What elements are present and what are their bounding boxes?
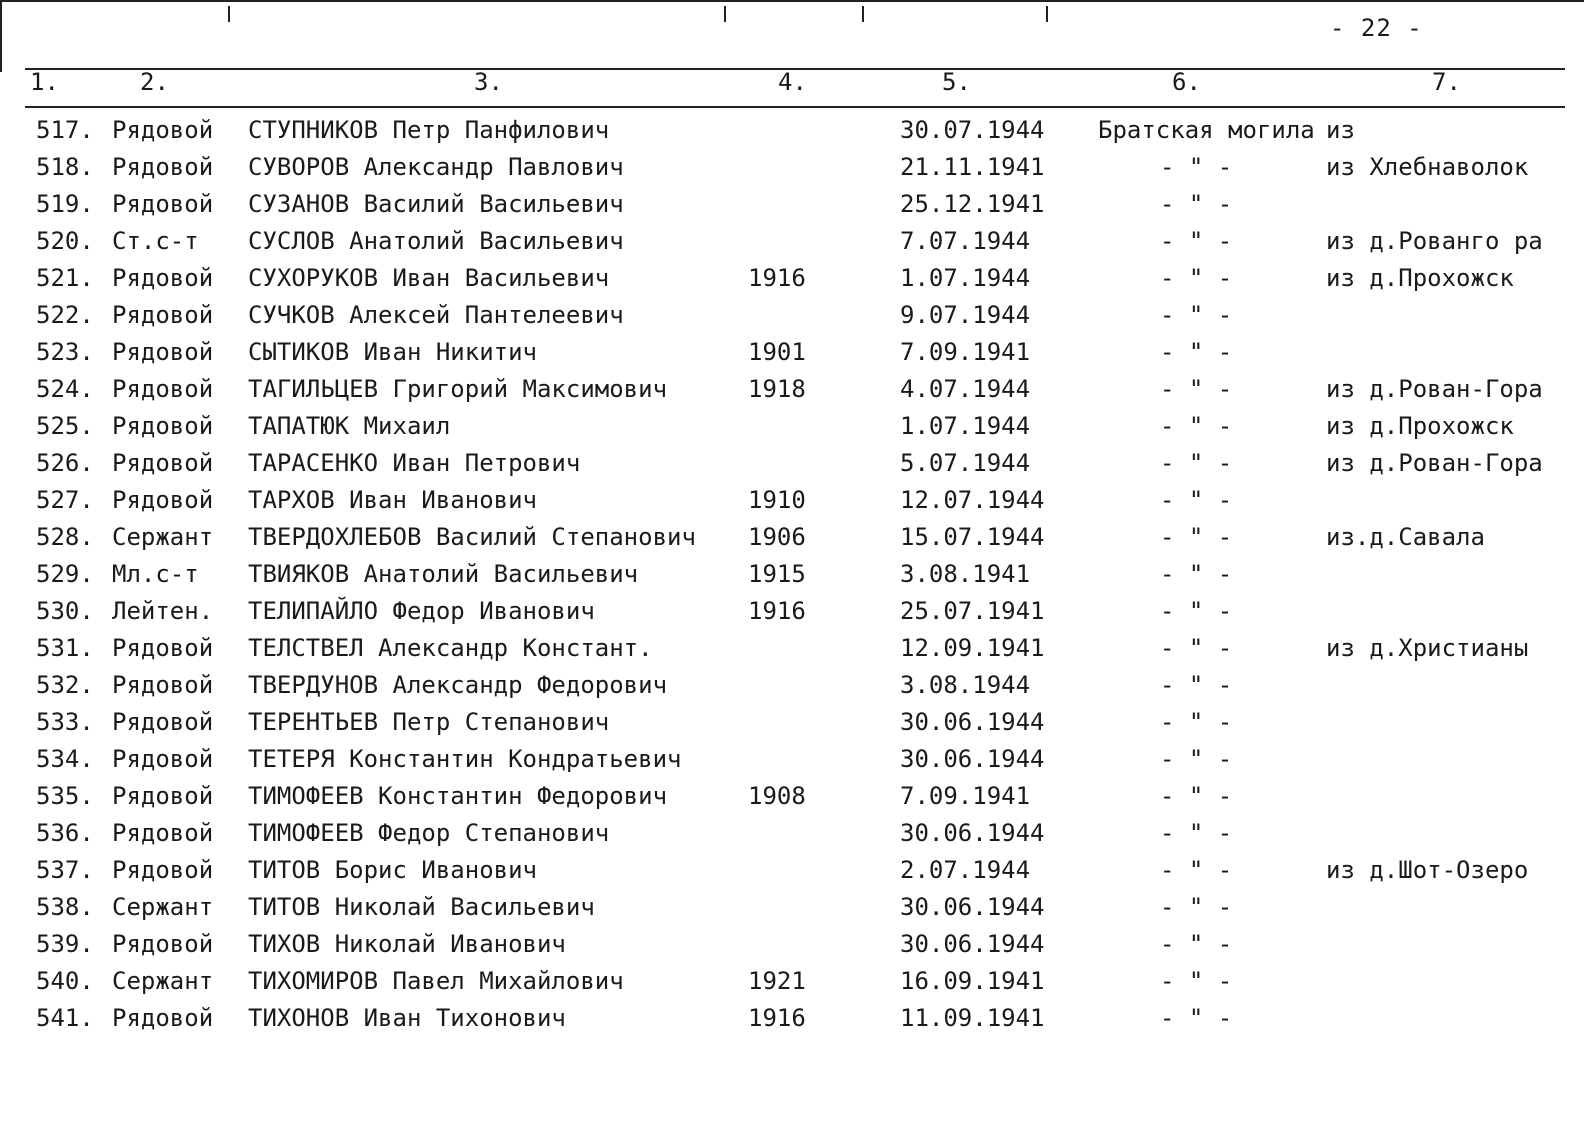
record-death-date: 3.08.1941 — [900, 560, 1031, 588]
table-row — [0, 926, 1584, 963]
record-name: ТВИЯКОВ Анатолий Васильевич — [248, 560, 639, 588]
record-name: ТАГИЛЬЦЕВ Григорий Максимович — [248, 375, 668, 403]
column-header-7: 7. — [1432, 68, 1461, 96]
record-death-date: 5.07.1944 — [900, 449, 1031, 477]
record-name: ТЕЛИПАЙЛО Федор Иванович — [248, 597, 595, 625]
record-number: 529. — [36, 560, 94, 588]
record-name: ТИХОНОВ Иван Тихонович — [248, 1004, 566, 1032]
record-number: 539. — [36, 930, 94, 958]
record-burial-place: - " - — [1160, 523, 1233, 551]
record-burial-place: - " - — [1160, 1004, 1233, 1032]
record-death-date: 30.06.1944 — [900, 893, 1045, 921]
table-row — [0, 704, 1584, 741]
record-rank: Рядовой — [112, 375, 214, 403]
column-header-5: 5. — [942, 68, 971, 96]
record-origin: из д.Рован-Гора — [1326, 449, 1543, 477]
record-rank: Рядовой — [112, 190, 214, 218]
left-border-line — [0, 0, 2, 72]
record-number: 538. — [36, 893, 94, 921]
record-name: ТИМОФЕЕВ Федор Степанович — [248, 819, 610, 847]
record-number: 522. — [36, 301, 94, 329]
record-burial-place: - " - — [1160, 190, 1233, 218]
table-row — [0, 445, 1584, 482]
record-number: 526. — [36, 449, 94, 477]
column-tick — [1046, 6, 1048, 22]
record-rank: Ст.с-т — [112, 227, 199, 255]
record-origin: из д.Рован-Гора — [1326, 375, 1543, 403]
record-name: ТАРХОВ Иван Иванович — [248, 486, 537, 514]
record-rank: Рядовой — [112, 338, 214, 366]
column-header-4: 4. — [778, 68, 807, 96]
record-rank: Рядовой — [112, 486, 214, 514]
column-header-6: 6. — [1172, 68, 1201, 96]
table-row — [0, 889, 1584, 926]
record-death-date: 25.12.1941 — [900, 190, 1045, 218]
record-number: 525. — [36, 412, 94, 440]
record-birth-year: 1921 — [748, 967, 806, 995]
record-number: 518. — [36, 153, 94, 181]
record-name: СУВОРОВ Александр Павлович — [248, 153, 624, 181]
record-burial-place: - " - — [1160, 856, 1233, 884]
record-rank: Рядовой — [112, 671, 214, 699]
column-tick — [724, 6, 726, 22]
record-number: 530. — [36, 597, 94, 625]
record-birth-year: 1915 — [748, 560, 806, 588]
record-rank: Лейтен. — [112, 597, 214, 625]
record-number: 537. — [36, 856, 94, 884]
table-row — [0, 556, 1584, 593]
record-origin: из.д.Савала — [1326, 523, 1485, 551]
record-rank: Сержант — [112, 893, 214, 921]
record-rank: Рядовой — [112, 1004, 214, 1032]
record-name: ТЕЛСТВЕЛ Александр Констант. — [248, 634, 653, 662]
record-death-date: 7.09.1941 — [900, 338, 1031, 366]
record-rank: Рядовой — [112, 782, 214, 810]
record-name: СЫТИКОВ Иван Никитич — [248, 338, 537, 366]
record-death-date: 9.07.1944 — [900, 301, 1031, 329]
record-death-date: 30.06.1944 — [900, 930, 1045, 958]
table-row — [0, 667, 1584, 704]
record-rank: Сержант — [112, 967, 214, 995]
table-row — [0, 149, 1584, 186]
record-burial-place: - " - — [1160, 634, 1233, 662]
record-burial-place: - " - — [1160, 412, 1233, 440]
record-name: ТАПАТЮК Михаил — [248, 412, 451, 440]
record-number: 540. — [36, 967, 94, 995]
record-burial-place: - " - — [1160, 338, 1233, 366]
record-death-date: 1.07.1944 — [900, 412, 1031, 440]
record-name: СУЧКОВ Алексей Пантелеевич — [248, 301, 624, 329]
record-burial-place: - " - — [1160, 745, 1233, 773]
record-number: 534. — [36, 745, 94, 773]
record-name: СУЗАНОВ Василий Васильевич — [248, 190, 624, 218]
record-number: 535. — [36, 782, 94, 810]
record-birth-year: 1908 — [748, 782, 806, 810]
record-burial-place: - " - — [1160, 560, 1233, 588]
record-birth-year: 1916 — [748, 264, 806, 292]
header-rule-bottom — [25, 106, 1565, 108]
record-name: СТУПНИКОВ Петр Панфилович — [248, 116, 610, 144]
column-header-3: 3. — [474, 68, 503, 96]
record-birth-year: 1910 — [748, 486, 806, 514]
record-number: 527. — [36, 486, 94, 514]
record-number: 531. — [36, 634, 94, 662]
record-burial-place: - " - — [1160, 671, 1233, 699]
record-burial-place: - " - — [1160, 301, 1233, 329]
record-number: 533. — [36, 708, 94, 736]
record-death-date: 12.09.1941 — [900, 634, 1045, 662]
record-number: 541. — [36, 1004, 94, 1032]
table-row — [0, 297, 1584, 334]
record-burial-place: - " - — [1160, 967, 1233, 995]
table-row — [0, 593, 1584, 630]
table-row — [0, 1000, 1584, 1037]
record-rank: Сержант — [112, 523, 214, 551]
record-name: ТАРАСЕНКО Иван Петрович — [248, 449, 581, 477]
record-burial-place: - " - — [1160, 227, 1233, 255]
record-burial-place: Братская могила — [1098, 116, 1315, 144]
record-number: 524. — [36, 375, 94, 403]
record-burial-place: - " - — [1160, 449, 1233, 477]
record-rank: Мл.с-т — [112, 560, 199, 588]
table-row — [0, 815, 1584, 852]
table-row — [0, 371, 1584, 408]
record-name: ТИТОВ Николай Васильевич — [248, 893, 595, 921]
record-burial-place: - " - — [1160, 486, 1233, 514]
table-row — [0, 630, 1584, 667]
record-name: ТИТОВ Борис Иванович — [248, 856, 537, 884]
record-name: ТЕТЕРЯ Константин Кондратьевич — [248, 745, 682, 773]
record-burial-place: - " - — [1160, 930, 1233, 958]
record-death-date: 2.07.1944 — [900, 856, 1031, 884]
record-name: ТВЕРДОХЛЕБОВ Василий Степанович — [248, 523, 696, 551]
record-death-date: 7.09.1941 — [900, 782, 1031, 810]
record-birth-year: 1901 — [748, 338, 806, 366]
record-death-date: 30.06.1944 — [900, 819, 1045, 847]
record-number: 523. — [36, 338, 94, 366]
table-row — [0, 519, 1584, 556]
record-name: ТИХОВ Николай Иванович — [248, 930, 566, 958]
record-death-date: 12.07.1944 — [900, 486, 1045, 514]
record-death-date: 3.08.1944 — [900, 671, 1031, 699]
record-rank: Рядовой — [112, 745, 214, 773]
record-number: 528. — [36, 523, 94, 551]
column-header-2: 2. — [140, 68, 169, 96]
record-rank: Рядовой — [112, 301, 214, 329]
record-death-date: 1.07.1944 — [900, 264, 1031, 292]
record-name: ТИМОФЕЕВ Константин Федорович — [248, 782, 668, 810]
record-death-date: 21.11.1941 — [900, 153, 1045, 181]
record-death-date: 30.07.1944 — [900, 116, 1045, 144]
record-rank: Рядовой — [112, 153, 214, 181]
table-row — [0, 408, 1584, 445]
record-burial-place: - " - — [1160, 597, 1233, 625]
table-row — [0, 186, 1584, 223]
record-origin: из д.Рованго ра — [1326, 227, 1543, 255]
record-origin: из д.Христианы — [1326, 634, 1529, 662]
record-burial-place: - " - — [1160, 375, 1233, 403]
record-origin: из д.Прохожск — [1326, 264, 1514, 292]
table-row — [0, 112, 1584, 149]
record-burial-place: - " - — [1160, 819, 1233, 847]
record-number: 519. — [36, 190, 94, 218]
record-name: СУХОРУКОВ Иван Васильевич — [248, 264, 610, 292]
top-border-line — [0, 0, 1584, 2]
record-death-date: 25.07.1941 — [900, 597, 1045, 625]
record-rank: Рядовой — [112, 634, 214, 662]
table-row — [0, 778, 1584, 815]
record-birth-year: 1916 — [748, 597, 806, 625]
record-death-date: 7.07.1944 — [900, 227, 1031, 255]
record-birth-year: 1918 — [748, 375, 806, 403]
record-number: 532. — [36, 671, 94, 699]
table-row — [0, 482, 1584, 519]
table-row — [0, 334, 1584, 371]
record-death-date: 4.07.1944 — [900, 375, 1031, 403]
record-number: 517. — [36, 116, 94, 144]
record-rank: Рядовой — [112, 412, 214, 440]
record-birth-year: 1916 — [748, 1004, 806, 1032]
record-name: ТИХОМИРОВ Павел Михайлович — [248, 967, 624, 995]
record-origin: из Хлебнаволок — [1326, 153, 1529, 181]
record-name: СУСЛОВ Анатолий Васильевич — [248, 227, 624, 255]
record-origin: из д.Шот-Озеро — [1326, 856, 1529, 884]
record-number: 520. — [36, 227, 94, 255]
record-name: ТВЕРДУНОВ Александр Федорович — [248, 671, 668, 699]
page-number: - 22 - — [1330, 14, 1423, 42]
record-burial-place: - " - — [1160, 782, 1233, 810]
record-birth-year: 1906 — [748, 523, 806, 551]
table-row — [0, 963, 1584, 1000]
record-rank: Рядовой — [112, 116, 214, 144]
record-death-date: 15.07.1944 — [900, 523, 1045, 551]
record-rank: Рядовой — [112, 856, 214, 884]
record-rank: Рядовой — [112, 708, 214, 736]
record-name: ТЕРЕНТЬЕВ Петр Степанович — [248, 708, 610, 736]
column-header-1: 1. — [30, 68, 59, 96]
record-death-date: 30.06.1944 — [900, 745, 1045, 773]
column-header-row — [0, 68, 1584, 104]
table-row — [0, 852, 1584, 889]
table-row — [0, 741, 1584, 778]
column-tick — [862, 6, 864, 22]
record-rank: Рядовой — [112, 930, 214, 958]
column-tick — [228, 6, 230, 22]
table-row — [0, 260, 1584, 297]
record-burial-place: - " - — [1160, 708, 1233, 736]
record-rank: Рядовой — [112, 264, 214, 292]
record-death-date: 11.09.1941 — [900, 1004, 1045, 1032]
record-number: 536. — [36, 819, 94, 847]
record-origin: из д.Прохожск — [1326, 412, 1514, 440]
record-burial-place: - " - — [1160, 264, 1233, 292]
records-table — [0, 112, 1584, 1037]
table-row — [0, 223, 1584, 260]
record-burial-place: - " - — [1160, 893, 1233, 921]
record-death-date: 16.09.1941 — [900, 967, 1045, 995]
record-number: 521. — [36, 264, 94, 292]
record-burial-place: - " - — [1160, 153, 1233, 181]
record-rank: Рядовой — [112, 449, 214, 477]
record-rank: Рядовой — [112, 819, 214, 847]
record-origin: из — [1326, 116, 1355, 144]
record-death-date: 30.06.1944 — [900, 708, 1045, 736]
